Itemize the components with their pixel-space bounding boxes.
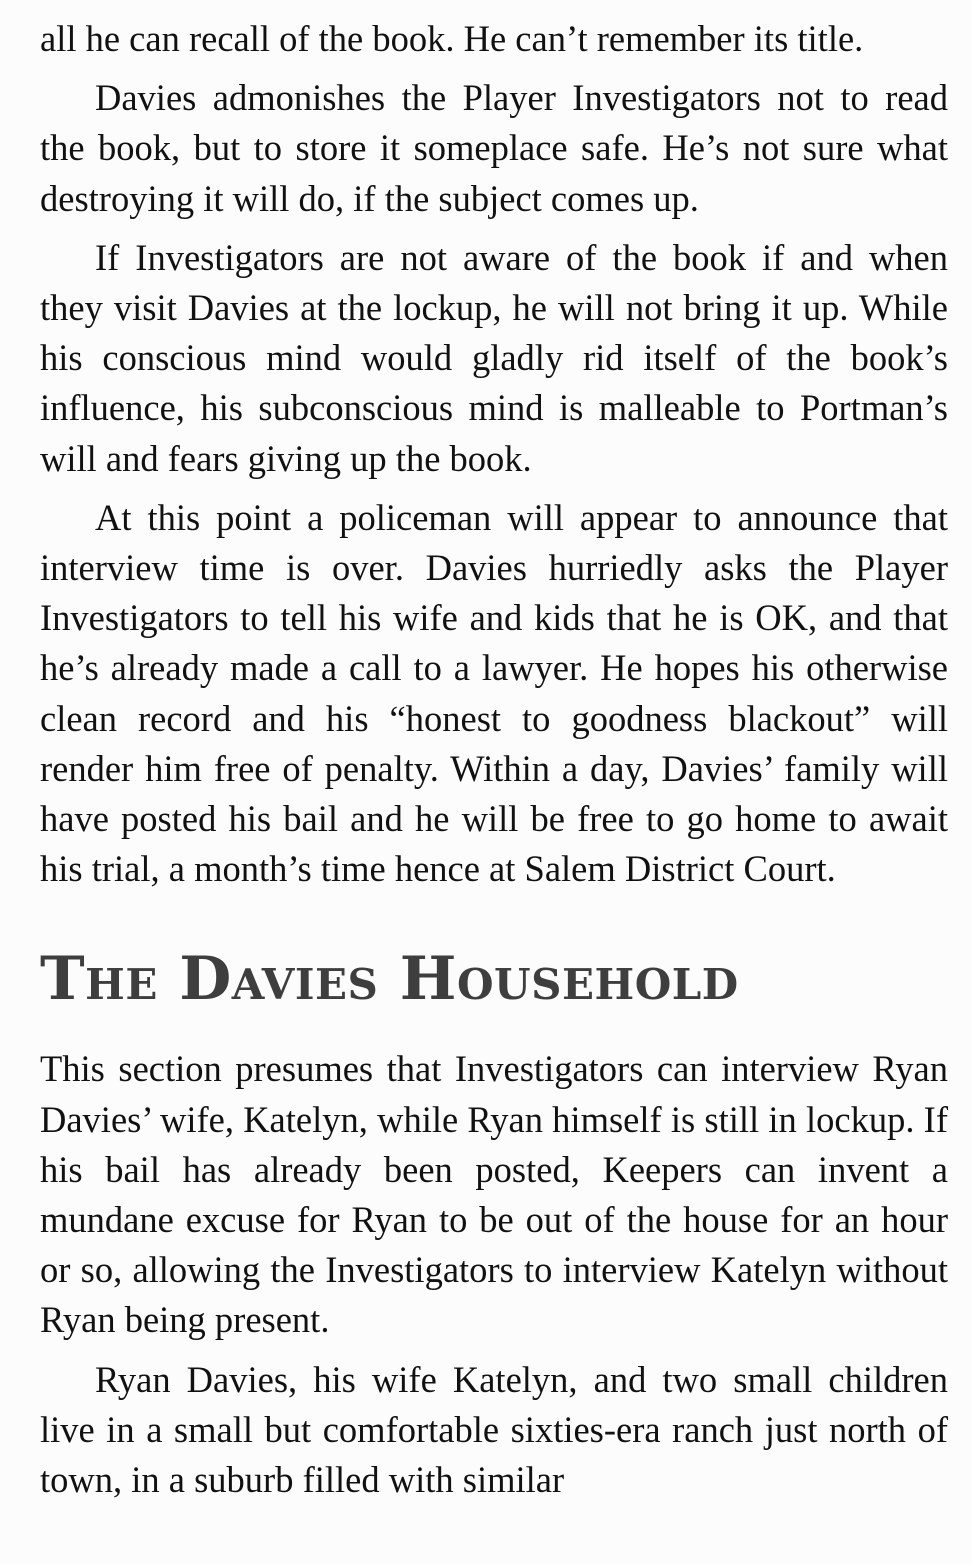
- paragraph-section-presumes: This section presumes that Investigators can interview Ryan Davies’ wife, Katelyn, while Ryan himself is still in lockup. If his bail has already been posted, Keepers can invent a mundane excuse for Ryan to be out of the house for an hour or so, allowing the Investigators to interview Katelyn without Ryan being present.: [40, 1048, 948, 1341]
- paragraph-investigators-not-aware: If Investigators are not aware of the book if and when they visit Davies at the lockup, he will not bring it up. While his conscious mind would gladly rid itself of the book’s influence, his subconscious mind is malleable to Portman’s will and fears giving up the book.: [40, 236, 948, 479]
- paragraph-ryan-davies-family: Ryan Davies, his wife Katelyn, and two small children live in a small but comfortable sixties-era ranch just north of town, in a suburb filled with similar: [40, 1358, 948, 1501]
- section-heading: The Davies Household: [40, 944, 739, 1015]
- paragraph-davies-admonishes: Davies admonishes the Player Investigators not to read the book, but to store it someplace safe. He’s not sure what destroying it will do, if the subject comes up.: [40, 77, 948, 219]
- paragraph-policeman-appears: At this point a policeman will appear to announce that interview time is over. Davies hurriedly asks the Player Investigators to tell his wife and kids that he is OK, and that he’s already made a call to a lawyer. He hopes his otherwise clean record and his “honest to goodness blackout” will render him free of penalty. Within a day, Davies’ family will have posted his bail and he will be free to go home to await his trial, a month’s time hence at Salem District Court.: [40, 496, 948, 890]
- paragraph-continued: all he can recall of the book. He can’t remember its title.: [40, 18, 864, 59]
- text-column: [40, 14, 948, 1514]
